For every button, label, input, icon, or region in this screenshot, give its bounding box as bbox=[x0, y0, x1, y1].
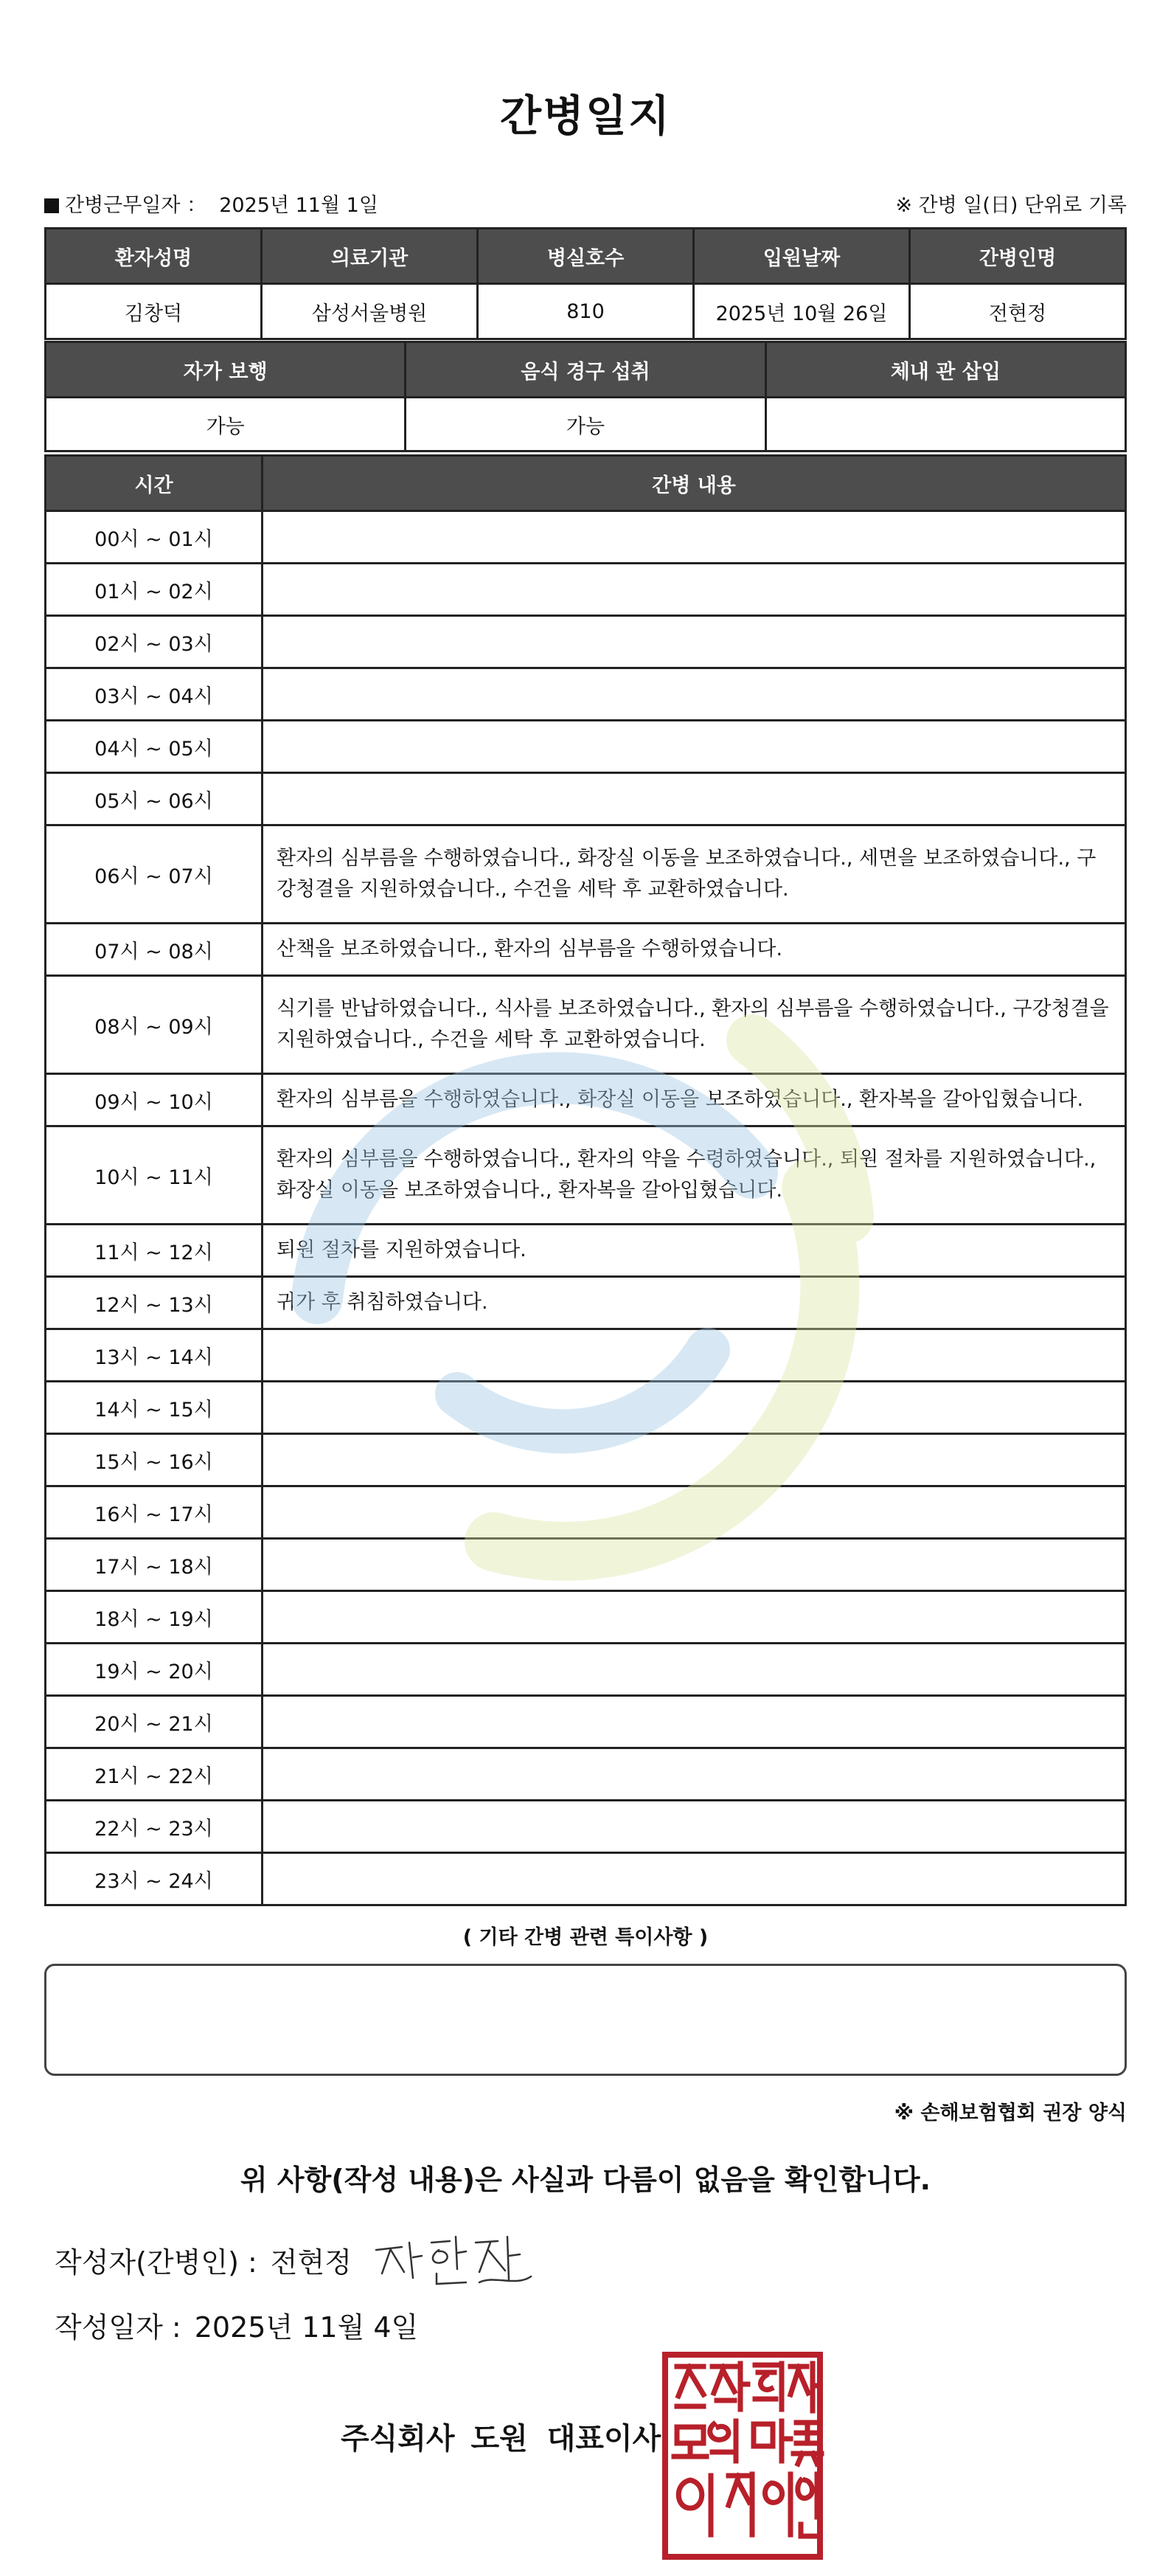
company-seal-stamp bbox=[661, 2350, 824, 2561]
company-name: 주식회사 도원 bbox=[341, 2422, 528, 2456]
written-date-label: 작성일자 : bbox=[55, 2311, 181, 2344]
content-cell bbox=[263, 511, 1126, 564]
self-walking-value: 가능 bbox=[46, 398, 406, 451]
header-room-number: 병실호수 bbox=[478, 229, 694, 284]
header-caregiver-name: 간병인명 bbox=[910, 229, 1126, 284]
time-cell: 23시 ~ 24시 bbox=[46, 1853, 263, 1905]
time-cell: 09시 ~ 10시 bbox=[46, 1074, 263, 1126]
content-cell: 산책을 보조하였습니다., 환자의 심부름을 수행하였습니다. bbox=[263, 924, 1126, 976]
table-row bbox=[46, 1853, 1126, 1905]
content-cell bbox=[263, 1801, 1126, 1853]
patient-value-row bbox=[46, 284, 1126, 339]
time-cell: 12시 ~ 13시 bbox=[46, 1277, 263, 1329]
table-row bbox=[46, 564, 1126, 616]
institution: 삼성서울병원 bbox=[262, 284, 478, 339]
care-log-table bbox=[44, 454, 1127, 1906]
caregiver-name: 전현정 bbox=[910, 284, 1126, 339]
header-care-content: 간병 내용 bbox=[263, 456, 1126, 511]
work-date-label: 간병근무일자 ： bbox=[65, 194, 207, 217]
header-oral-intake: 음식 경구 섭취 bbox=[406, 342, 765, 398]
table-row bbox=[46, 1539, 1126, 1591]
table-row bbox=[46, 1644, 1126, 1696]
content-cell bbox=[263, 668, 1126, 721]
time-cell: 05시 ~ 06시 bbox=[46, 773, 263, 825]
content-cell bbox=[263, 1591, 1126, 1644]
table-row bbox=[46, 1225, 1126, 1277]
time-cell: 03시 ~ 04시 bbox=[46, 668, 263, 721]
written-date-line bbox=[55, 2305, 418, 2345]
time-cell: 22시 ~ 23시 bbox=[46, 1801, 263, 1853]
special-notes-heading: ( 기타 간병 관련 특이사항 ) bbox=[462, 1926, 709, 1949]
confirmation-statement: 위 사항(작성 내용)은 사실과 다름이 없음을 확인합니다. bbox=[240, 2164, 931, 2196]
content-cell: 환자의 심부름을 수행하였습니다., 화장실 이동을 보조하였습니다., 환자복을 갈아입혔습니다. bbox=[263, 1074, 1126, 1126]
patient-header-row bbox=[46, 229, 1126, 284]
table-row bbox=[46, 924, 1126, 976]
time-cell: 16시 ~ 17시 bbox=[46, 1486, 263, 1539]
content-cell: 환자의 심부름을 수행하였습니다., 환자의 약을 수령하였습니다., 퇴원 절차를 지원하였습니다., 화장실 이동을 보조하였습니다., 환자복을 갈아입혔습니다. bbox=[263, 1126, 1126, 1225]
time-cell: 07시 ~ 08시 bbox=[46, 924, 263, 976]
table-row bbox=[46, 616, 1126, 668]
time-cell: 01시 ~ 02시 bbox=[46, 564, 263, 616]
tube-insertion-value bbox=[765, 398, 1125, 451]
writer-line bbox=[55, 2240, 352, 2280]
form-source-note: ※ 손해보험협회 권장 양식 bbox=[894, 2102, 1127, 2125]
table-row bbox=[46, 511, 1126, 564]
content-cell bbox=[263, 1853, 1126, 1905]
table-row bbox=[46, 1591, 1126, 1644]
table-row bbox=[46, 1277, 1126, 1329]
time-cell: 04시 ~ 05시 bbox=[46, 721, 263, 773]
table-row bbox=[46, 1434, 1126, 1486]
content-cell bbox=[263, 1696, 1126, 1748]
time-cell: 06시 ~ 07시 bbox=[46, 825, 263, 924]
company-signature-line bbox=[341, 2415, 661, 2457]
time-cell: 13시 ~ 14시 bbox=[46, 1329, 263, 1382]
room-number: 810 bbox=[478, 284, 694, 339]
time-cell: 14시 ~ 15시 bbox=[46, 1382, 263, 1434]
time-cell: 21시 ~ 22시 bbox=[46, 1748, 263, 1801]
header-admission-date: 입원날짜 bbox=[694, 229, 910, 284]
table-row bbox=[46, 1329, 1126, 1382]
table-row bbox=[46, 1486, 1126, 1539]
oral-intake-value: 가능 bbox=[406, 398, 765, 451]
header-institution: 의료기관 bbox=[262, 229, 478, 284]
log-header-row bbox=[46, 456, 1126, 511]
time-cell: 08시 ~ 09시 bbox=[46, 976, 263, 1074]
ceo-title: 대표이사 bbox=[546, 2422, 661, 2456]
square-bullet-icon bbox=[44, 198, 59, 213]
table-row bbox=[46, 1074, 1126, 1126]
content-cell bbox=[263, 1486, 1126, 1539]
time-cell: 19시 ~ 20시 bbox=[46, 1644, 263, 1696]
time-cell: 17시 ~ 18시 bbox=[46, 1539, 263, 1591]
document-title: 간병일지 bbox=[499, 91, 672, 141]
content-cell bbox=[263, 1748, 1126, 1801]
work-date-line bbox=[44, 189, 378, 218]
table-row bbox=[46, 825, 1126, 924]
ability-value-row bbox=[46, 398, 1126, 451]
content-cell: 환자의 심부름을 수행하였습니다., 화장실 이동을 보조하였습니다., 세면을 보조하였습니다., 구강청결을 지원하였습니다., 수건을 세탁 후 교환하였습니다. bbox=[263, 825, 1126, 924]
patient-name: 김창덕 bbox=[46, 284, 262, 339]
table-row bbox=[46, 1126, 1126, 1225]
content-cell: 식기를 반납하였습니다., 식사를 보조하였습니다., 환자의 심부름을 수행하였습니다., 구강청결을 지원하였습니다., 수건을 세탁 후 교환하였습니다. bbox=[263, 976, 1126, 1074]
content-cell: 귀가 후 취침하였습니다. bbox=[263, 1277, 1126, 1329]
time-cell: 11시 ~ 12시 bbox=[46, 1225, 263, 1277]
special-notes-box bbox=[44, 1964, 1127, 2076]
table-row bbox=[46, 721, 1126, 773]
content-cell bbox=[263, 1329, 1126, 1382]
content-cell bbox=[263, 1644, 1126, 1696]
table-row bbox=[46, 1696, 1126, 1748]
content-cell bbox=[263, 773, 1126, 825]
time-cell: 20시 ~ 21시 bbox=[46, 1696, 263, 1748]
header-patient-name: 환자성명 bbox=[46, 229, 262, 284]
writer-name: 전현정 bbox=[270, 2246, 352, 2279]
ability-table bbox=[44, 341, 1127, 452]
table-row bbox=[46, 976, 1126, 1074]
patient-info-table bbox=[44, 227, 1127, 340]
content-cell bbox=[263, 564, 1126, 616]
ability-header-row bbox=[46, 342, 1126, 398]
time-cell: 18시 ~ 19시 bbox=[46, 1591, 263, 1644]
table-row bbox=[46, 1748, 1126, 1801]
content-cell: 퇴원 절차를 지원하였습니다. bbox=[263, 1225, 1126, 1277]
written-date-value: 2025년 11월 4일 bbox=[194, 2311, 419, 2344]
admission-date: 2025년 10월 26일 bbox=[694, 284, 910, 339]
time-cell: 10시 ~ 11시 bbox=[46, 1126, 263, 1225]
header-self-walking: 자가 보행 bbox=[46, 342, 406, 398]
content-cell bbox=[263, 616, 1126, 668]
content-cell bbox=[263, 721, 1126, 773]
table-row bbox=[46, 1382, 1126, 1434]
handwritten-signature bbox=[369, 2220, 538, 2294]
table-row bbox=[46, 1801, 1126, 1853]
record-note: ※ 간병 일(日) 단위로 기록 bbox=[895, 194, 1127, 217]
writer-label: 작성자(간병인) : bbox=[55, 2246, 257, 2279]
content-cell bbox=[263, 1539, 1126, 1591]
work-date-value: 2025년 11월 1일 bbox=[219, 194, 378, 217]
header-tube-insertion: 체내 관 삽입 bbox=[765, 342, 1125, 398]
table-row bbox=[46, 773, 1126, 825]
time-cell: 15시 ~ 16시 bbox=[46, 1434, 263, 1486]
time-cell: 02시 ~ 03시 bbox=[46, 616, 263, 668]
time-cell: 00시 ~ 01시 bbox=[46, 511, 263, 564]
content-cell bbox=[263, 1434, 1126, 1486]
header-time: 시간 bbox=[46, 456, 263, 511]
table-row bbox=[46, 668, 1126, 721]
content-cell bbox=[263, 1382, 1126, 1434]
